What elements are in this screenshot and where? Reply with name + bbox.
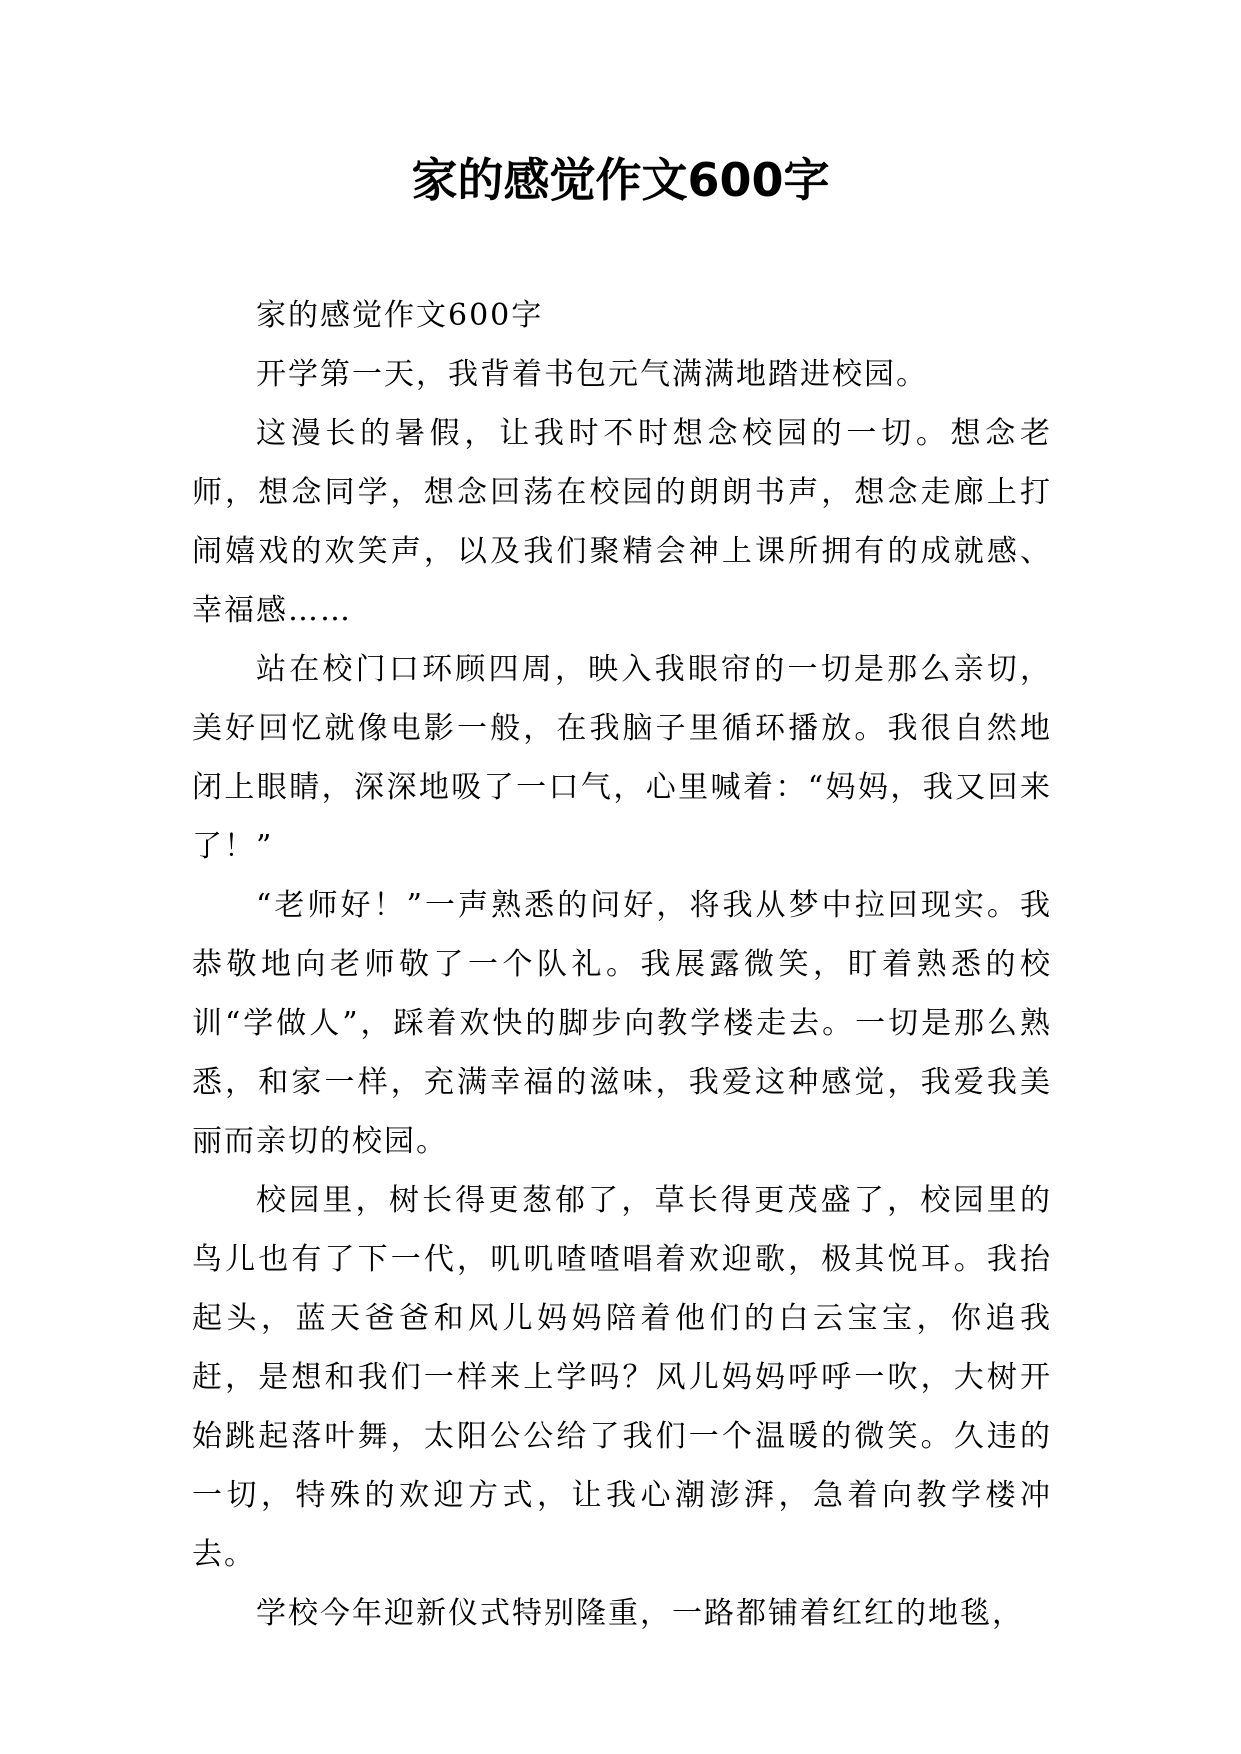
paragraph: 这漫长的暑假，让我时不时想念校园的一切。想念老师，想念同学，想念回荡在校园的朗朗书声，想念走廊上打闹嬉戏的欢笑声，以及我们聚精会神上课所拥有的成就感、幸福感…… — [192, 416, 1052, 628]
paragraph: 开学第一天，我背着书包元气满满地踏进校园。 — [256, 357, 928, 392]
paragraph: 校园里，树长得更葱郁了，草长得更茂盛了，校园里的鸟儿也有了下一代，叽叽喳喳唱着欢迎歌，极其悦耳。我抬起头，蓝天爸爸和风儿妈妈陪着他们的白云宝宝，你追我赶，是想和我们一样来上学吗？风儿妈妈呼呼一吹，大树开始跳起落叶舞，太阳公公给了我们一个温暖的微笑。久违的一切，特殊的欢迎方式，让我心潮澎湃，急着向教学楼冲去。 — [192, 1183, 1052, 1572]
paragraph: “老师好！”一声熟悉的问好，将我从梦中拉回现实。我恭敬地向老师敬了一个队礼。我展露微笑，盯着熟悉的校训“学做人”，踩着欢快的脚步向教学楼走去。一切是那么熟悉，和家一样，充满幸福的滋味，我爱这种感觉，我爱我美丽而亲切的校园。 — [192, 888, 1052, 1159]
document-body — [192, 286, 1052, 1643]
document-title: 家的感觉作文600字 — [411, 153, 830, 207]
paragraph-subtitle: 家的感觉作文600字 — [256, 298, 544, 333]
paragraph: 站在校门口环顾四周，映入我眼帘的一切是那么亲切，美好回忆就像电影一般，在我脑子里循环播放。我很自然地闭上眼睛，深深地吸了一口气，心里喊着：“妈妈，我又回来了！” — [192, 652, 1052, 864]
paragraph: 学校今年迎新仪式特别隆重，一路都铺着红红的地毯， — [256, 1596, 1024, 1631]
